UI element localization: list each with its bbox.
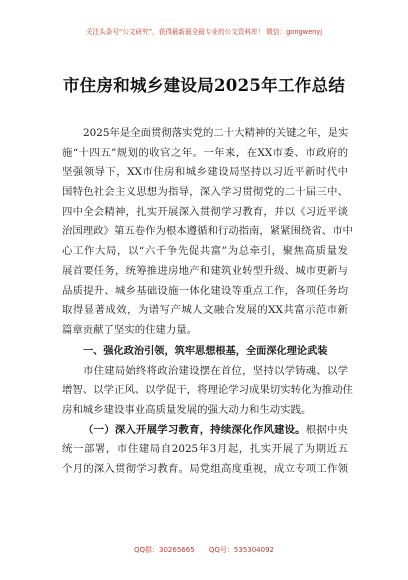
promo-banner: 关注头条号“公文研究”，获得最新最全最专业的公文资料库！ 微信：gongwenyj [85,28,323,36]
section1 [62,342,353,480]
footer-qq-group: QQ群：30265665 [134,546,195,554]
section-line: 房和城乡建设事业高质量发展的强大动力和生动实践。 [62,404,312,417]
intro-line: 取得显著成效，为谱写产城人文融合发展的XX共富示范市新 [62,304,348,317]
subsection-line: 统一部署，市住建局自2025年3月起，扎实开展了为期近五 [62,443,348,456]
subsection-lead-text: 根据中央 [305,423,348,436]
subsection-line: 个月的深入贯彻学习教育。局党组高度重视，成立专项工作领 [62,463,348,476]
subsection-first-line [62,421,348,441]
intro-line: 2025年是全面贯彻落实党的二十大精神的关键之年，是实 [83,127,349,139]
section-line: 市住建局始终将政治建设摆在首位，坚持以学铸魂、以学 [83,364,348,377]
section-heading: 一、强化政治引领，筑牢思想根基，全面深化理论武装 [83,346,328,357]
footer-qq-number: QQ号：535304092 [208,546,274,554]
footer-contact [0,545,408,555]
intro-line: 展首要任务，统筹推进房地产和建筑业转型升级、城市更新与 [62,264,348,277]
intro-line: 品质提升、城乡基础设施一体化建设等重点工作，各项任务均 [62,284,348,297]
intro-line: 坚强领导下，XX市住房和城乡建设局坚持以习近平新时代中 [62,166,348,179]
intro-line: 治国理政》第五卷作为根本遵循和行动指南，紧紧围绕省、市中 [62,225,353,238]
intro-paragraph [62,124,353,341]
intro-line: 心工作大局，以“六千争先促共富”为总牵引，聚焦高质量发 [62,245,348,258]
intro-line: 施“十四五”规划的收官之年。一年来，在XX市委、市政府的 [62,146,348,159]
intro-line: 篇章贡献了坚实的住建力量。 [62,323,198,336]
subsection-heading: （一）深入开展学习教育，持续深化作风建设。 [83,423,306,436]
intro-line: 国特色社会主义思想为指导，深入学习贯彻党的二十届三中、 [62,186,348,199]
intro-line: 四中全会精神，扎实开展深入贯彻学习教育，并以《习近平谈 [62,205,348,218]
section-line: 增智、以学正风、以学促干，将理论学习成果切实转化为推动住 [62,384,353,397]
document-title: 市住房和城乡建设局2025年工作总结 [62,76,346,95]
